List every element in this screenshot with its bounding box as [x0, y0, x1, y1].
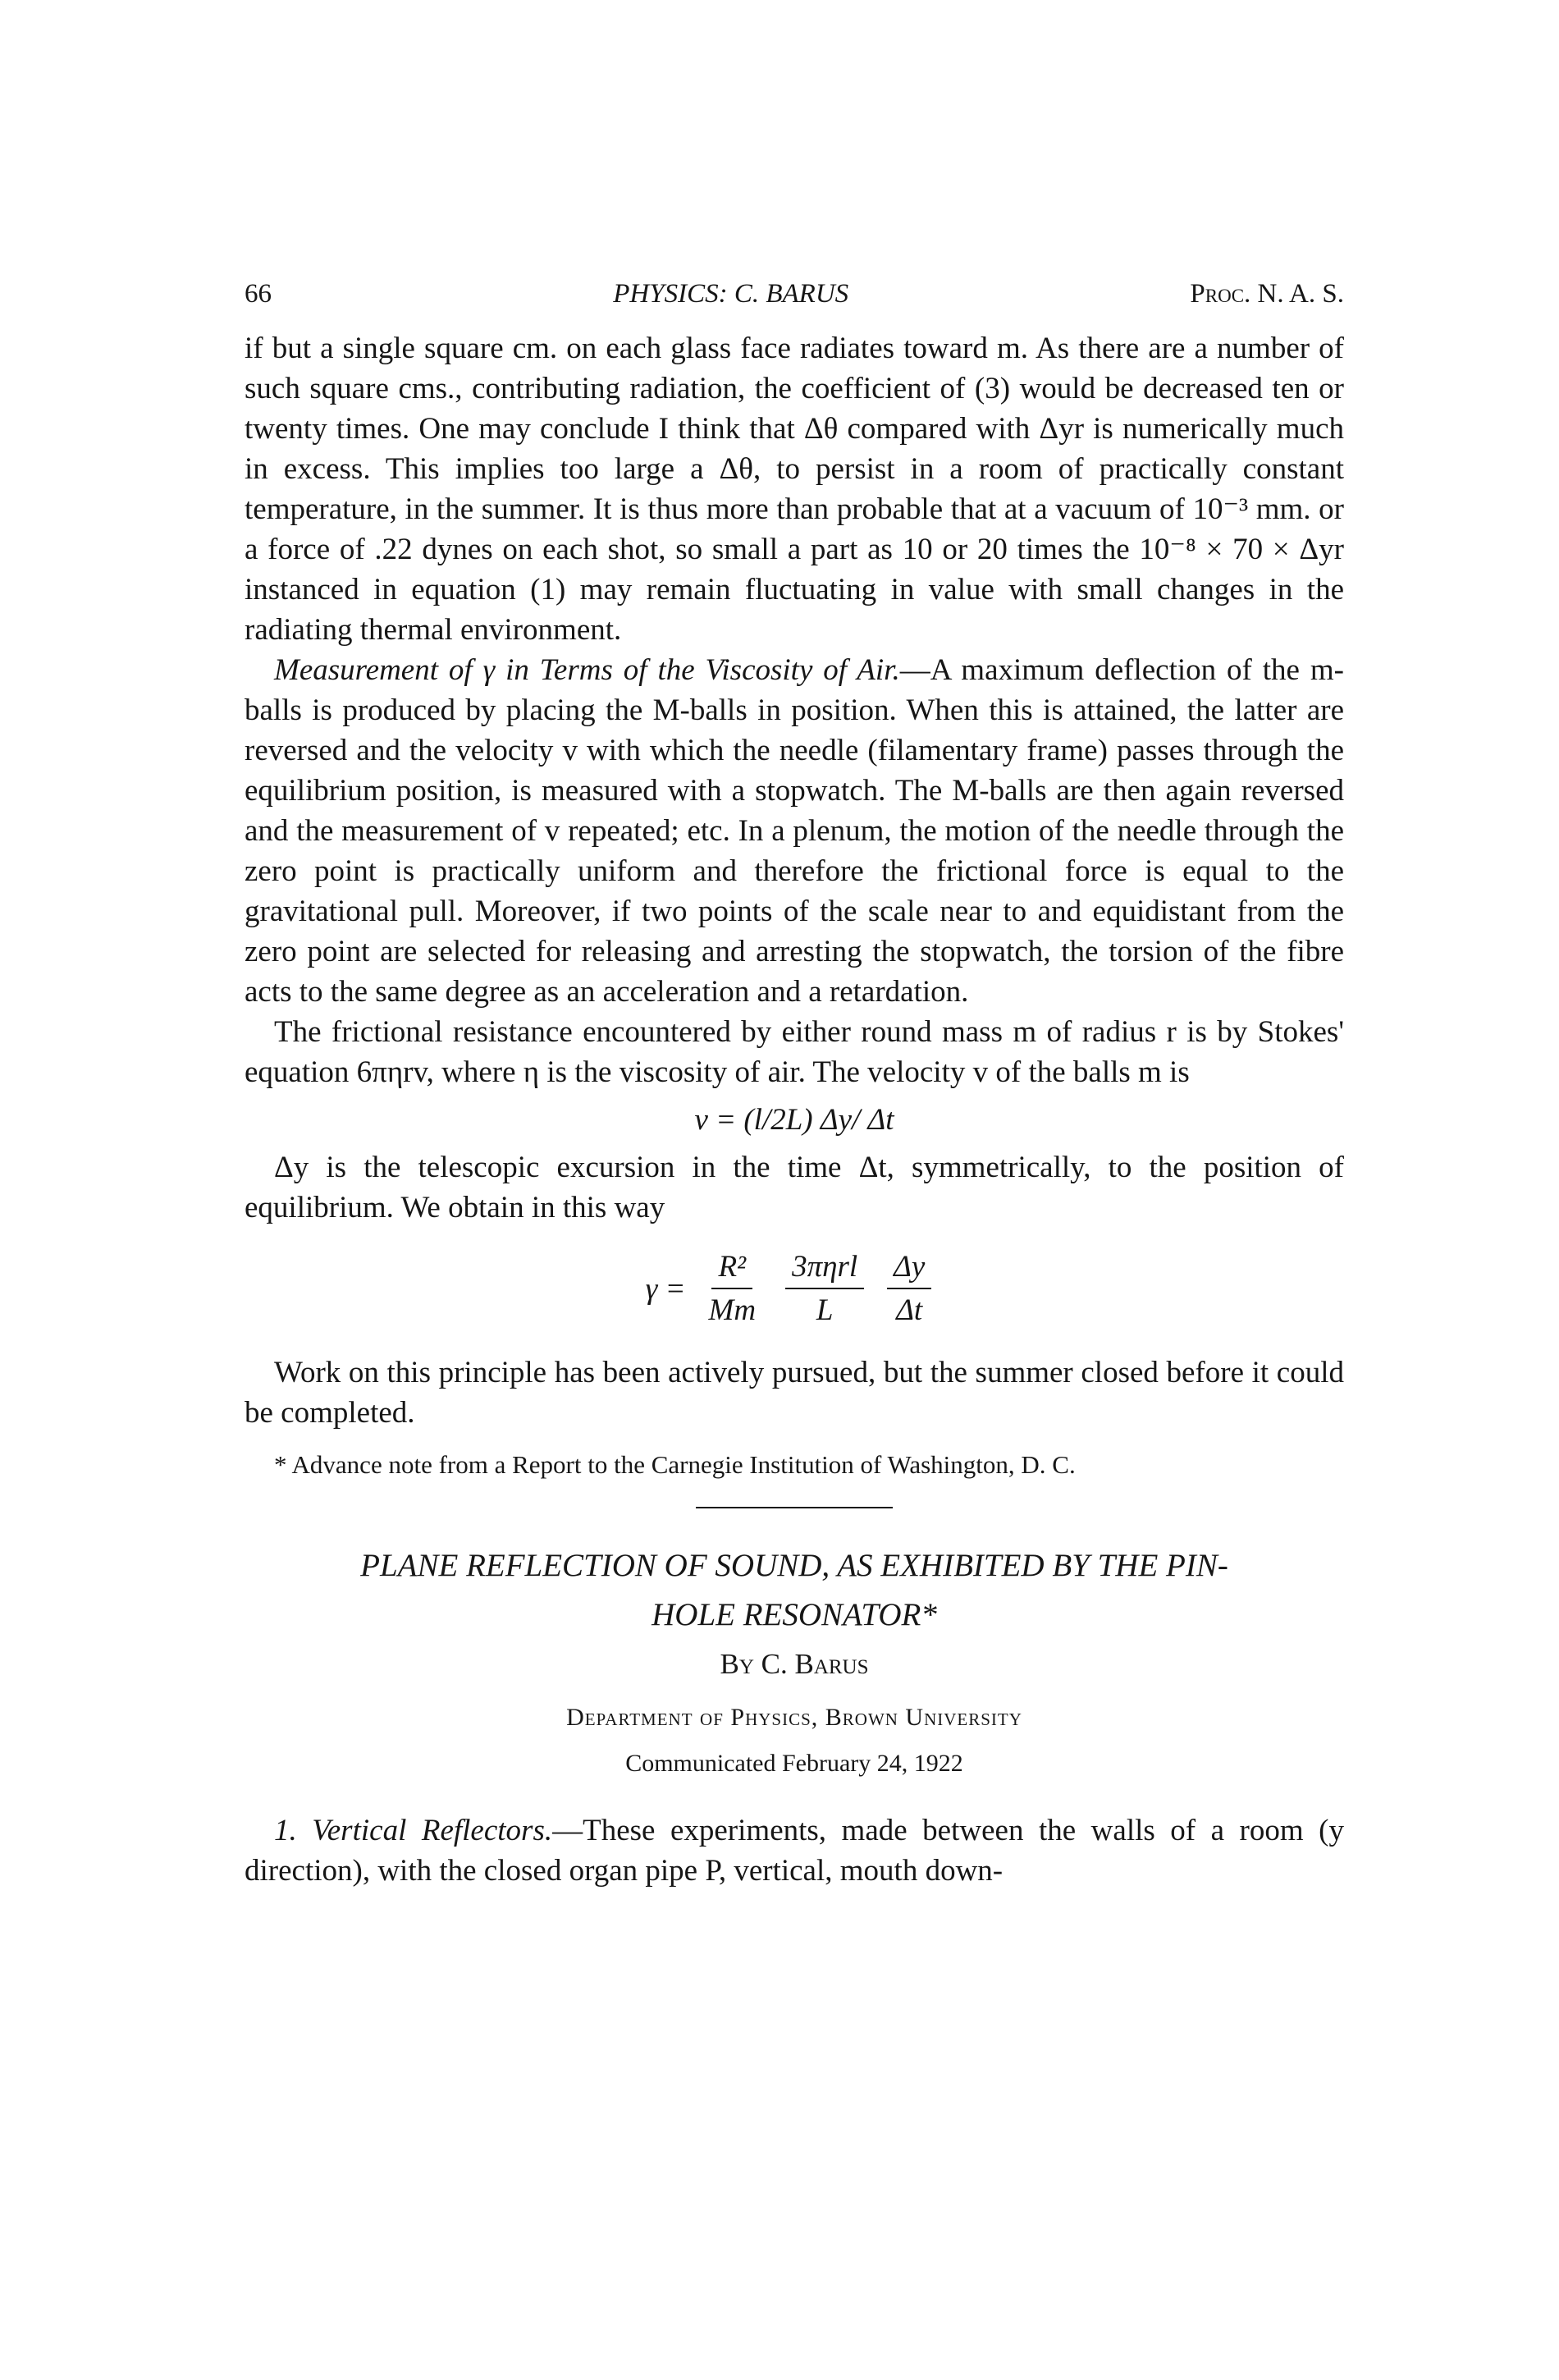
page-number: 66 [245, 279, 272, 309]
article-title-line-2: HOLE RESONATOR* [651, 1597, 937, 1632]
running-header [245, 279, 1344, 328]
paragraph-3: The frictional resistance encountered by either round mass m of radius r is by Stokes' equation 6πηrv, where η is the viscosity of air. The velocity v of the balls m is [245, 1015, 1344, 1089]
fraction-1-numerator: R² [711, 1249, 752, 1289]
paragraph-2-body: —A maximum deflection of the m-balls is produced by placing the M-balls in position. When this is attained, the latter are reversed and the velocity v with which the needle (filamentary frame) passes through the equilibrium position, is measured with a stopwatch. The M-balls are then again reversed and the measurement of v repeated; etc. In a plenum, the motion of the needle through the zero point is practically uniform and therefore the frictional force is equal to the gravitational pull. Moreover, if two points of the scale near to and equidistant from the zero point are selected for releasing and arresting the stopwatch, the torsion of the fibre acts to the same degree as an acceleration and a retardation. [245, 653, 1344, 1009]
fraction-3 [887, 1249, 931, 1328]
section-1-heading: 1. Vertical Reflectors. [274, 1814, 553, 1847]
affiliation: Department of Physics, Brown University [566, 1704, 1022, 1731]
equation-gamma [245, 1249, 1344, 1328]
section-heading-viscosity: Measurement of γ in Terms of the Viscosity of Air. [274, 653, 900, 687]
footnote: * Advance note from a Report to the Carnegie Institution of Washington, D. C. [274, 1450, 1076, 1479]
fraction-1-denominator: Mm [708, 1293, 757, 1327]
author-byline: By C. Barus [720, 1648, 869, 1680]
section-1-body: —These experiments, made between the walls of a room (y direction), with the closed organ pipe P, vertical, mouth down- [245, 1814, 1344, 1888]
fraction-3-denominator: Δt [896, 1293, 923, 1327]
journal-abbrev: Proc. N. A. S. [1190, 279, 1344, 309]
communicated-date: Communicated February 24, 1922 [625, 1750, 963, 1777]
fraction-2-denominator: L [816, 1293, 834, 1327]
paragraph-4: Δy is the telescopic excursion in the time Δt, symmetrically, to the position of equilibrium. We obtain in this way [245, 1151, 1344, 1224]
fraction-3-numerator: Δy [887, 1249, 931, 1289]
fraction-1 [702, 1249, 763, 1328]
equation-gamma-lhs: γ = [645, 1271, 686, 1306]
fraction-2-numerator: 3πηrl [785, 1249, 864, 1289]
section-1-paragraph [245, 1810, 1344, 1891]
article-title [245, 1541, 1344, 1640]
fraction-2 [785, 1249, 864, 1328]
paragraph-2 [245, 650, 1344, 1012]
section-1-number-heading [274, 1814, 552, 1847]
paragraph-1: if but a single square cm. on each glass face radiates toward m. As there are a number of such square cms., contributing radiation, the coefficient of (3) would be decreased ten or twenty times. One may conclude I think that Δθ compared with Δyr is numerically much in excess. This implies too large a Δθ, to persist in a room of practically constant temperature, in the summer. It is thus more than probable that at a vacuum of 10⁻³ mm. or a force of .22 dynes on each shot, so small a part as 10 or 20 times the 10⁻⁸ × 70 × Δyr instanced in equation (1) may remain fluctuating in value with small changes in the radiating thermal environment. [245, 332, 1344, 647]
equation-velocity: v = (l/2L) Δy/ Δt [694, 1103, 894, 1137]
paragraph-5: Work on this principle has been actively pursued, but the summer closed before it could be completed. [245, 1356, 1344, 1430]
page [245, 279, 1344, 1891]
article-title-line-1: PLANE REFLECTION OF SOUND, AS EXHIBITED BY THE PIN- [360, 1548, 1228, 1583]
running-title: PHYSICS: C. BARUS [613, 279, 849, 309]
divider-rule [696, 1507, 893, 1508]
